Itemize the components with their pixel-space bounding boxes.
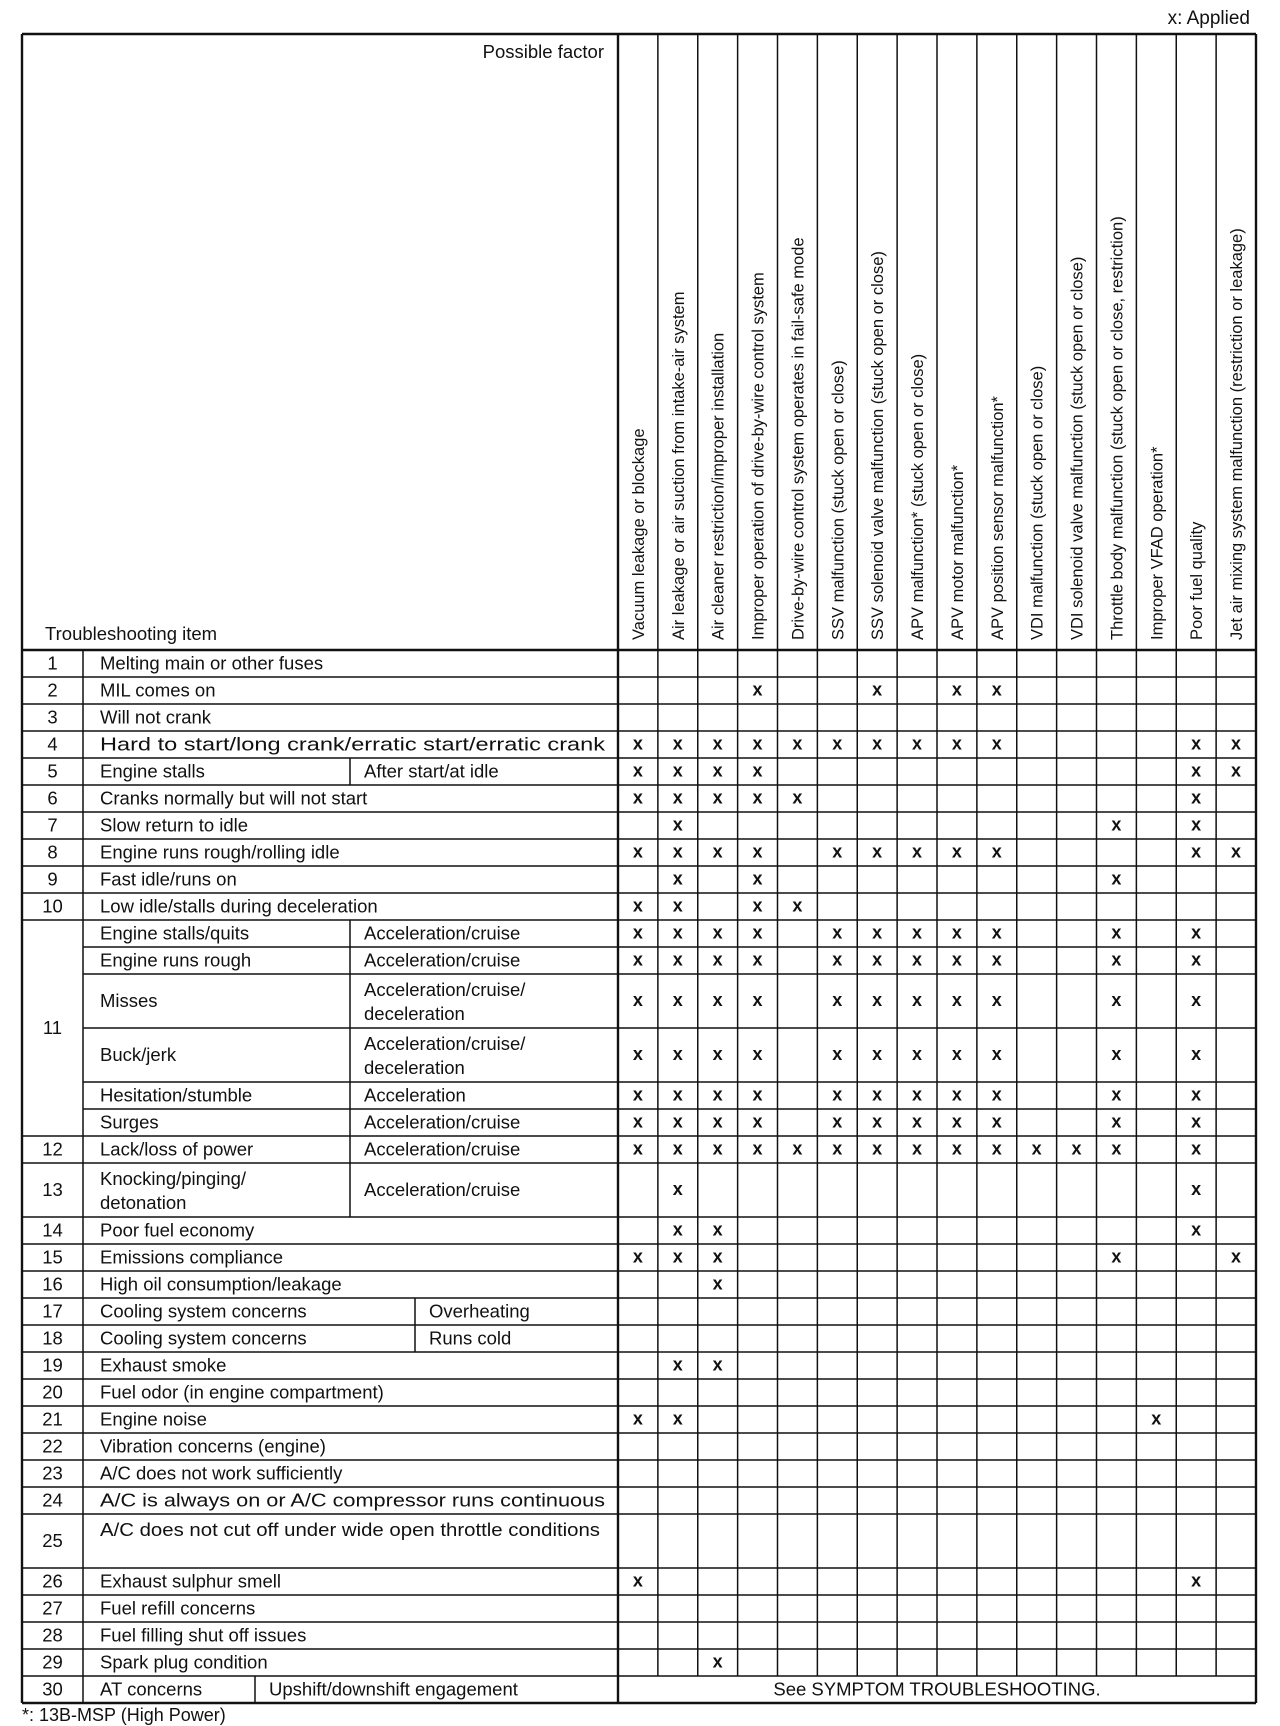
applied-mark: x	[752, 868, 763, 889]
applied-mark: x	[872, 949, 883, 970]
applied-mark: x	[752, 990, 763, 1010]
applied-mark: x	[792, 1138, 803, 1159]
applied-mark: x	[912, 841, 923, 862]
applied-mark: x	[872, 1138, 883, 1159]
row-item: Fuel odor (in engine compartment)	[100, 1381, 384, 1403]
applied-mark: x	[672, 1219, 683, 1240]
applied-mark: x	[832, 922, 843, 943]
applied-mark: x	[991, 1111, 1002, 1132]
applied-mark: x	[752, 1138, 763, 1159]
row-number: 18	[42, 1327, 63, 1349]
applied-mark: x	[632, 922, 643, 943]
applied-mark: x	[632, 1138, 643, 1159]
applied-mark: x	[1191, 841, 1202, 862]
applied-mark: x	[632, 949, 643, 970]
applied-mark: x	[1071, 1138, 1082, 1159]
applied-mark: x	[1231, 733, 1242, 754]
applied-mark: x	[752, 841, 763, 862]
applied-mark: x	[712, 1084, 723, 1105]
row-item: High oil consumption/leakage	[100, 1273, 342, 1295]
applied-mark: x	[632, 1570, 643, 1591]
row-item: A/C does not work sufficiently	[100, 1462, 343, 1484]
table-header	[45, 41, 1246, 644]
row-number: 25	[42, 1530, 63, 1551]
row-number: 7	[47, 814, 58, 836]
applied-mark: x	[752, 1044, 763, 1064]
row-item: Melting main or other fuses	[100, 652, 324, 674]
applied-mark: x	[951, 922, 962, 943]
row-condition: Acceleration/cruise	[364, 922, 521, 944]
factor-header: VDI solenoid valve malfunction (stuck open or close)	[1068, 256, 1087, 640]
applied-mark: x	[1111, 1138, 1122, 1159]
applied-mark: x	[1111, 1111, 1122, 1132]
applied-mark: x	[1191, 1111, 1202, 1132]
row-number: 8	[47, 841, 58, 863]
applied-legend: x: Applied	[1167, 8, 1250, 29]
row-number: 19	[42, 1354, 63, 1376]
row-item: Misses	[100, 990, 158, 1011]
applied-mark: x	[991, 733, 1002, 754]
factor-header: Improper operation of drive-by-wire control system	[749, 272, 768, 640]
applied-mark: x	[991, 990, 1002, 1010]
applied-mark: x	[872, 922, 883, 943]
troubleshooting-item-label: Troubleshooting item	[45, 623, 218, 644]
applied-mark: x	[912, 990, 923, 1010]
applied-mark: x	[752, 1111, 763, 1132]
applied-mark: x	[672, 733, 683, 754]
applied-mark: x	[712, 1246, 723, 1267]
applied-mark: x	[632, 1246, 643, 1267]
applied-mark: x	[991, 1044, 1002, 1064]
see-symptom-troubleshooting-note: See SYMPTOM TROUBLESHOOTING.	[773, 1678, 1101, 1700]
row-item: Fuel refill concerns	[100, 1597, 256, 1619]
applied-mark: x	[712, 1111, 723, 1132]
row-item: Spark plug condition	[100, 1651, 268, 1673]
applied-mark: x	[951, 1044, 962, 1064]
applied-mark: x	[672, 949, 683, 970]
row-item: Exhaust sulphur smell	[100, 1570, 281, 1592]
row-condition: Acceleration/cruise	[364, 1138, 521, 1160]
applied-mark: x	[672, 1044, 683, 1064]
applied-mark: x	[792, 895, 803, 916]
row-number: 9	[47, 868, 58, 890]
applied-mark: x	[752, 922, 763, 943]
applied-mark: x	[1191, 1084, 1202, 1105]
applied-mark: x	[1191, 1570, 1202, 1591]
applied-mark: x	[712, 949, 723, 970]
applied-mark: x	[832, 990, 843, 1010]
applied-mark: x	[632, 760, 643, 781]
applied-mark: x	[951, 949, 962, 970]
applied-mark: x	[712, 787, 723, 808]
applied-mark: x	[1191, 1179, 1202, 1199]
applied-mark: x	[712, 1138, 723, 1159]
factor-header: Drive-by-wire control system operates in fail-safe mode	[789, 237, 808, 640]
applied-mark: x	[1111, 990, 1122, 1010]
applied-mark: x	[1151, 1408, 1162, 1429]
factor-header: APV position sensor malfunction*	[988, 396, 1007, 640]
row-number: 11	[42, 1017, 63, 1038]
applied-mark: x	[672, 990, 683, 1010]
applied-mark: x	[1191, 922, 1202, 943]
row-item: Cooling system concerns	[100, 1327, 307, 1349]
row-number: 22	[42, 1435, 63, 1457]
applied-mark: x	[1111, 1084, 1122, 1105]
applied-mark: x	[672, 1179, 683, 1199]
applied-mark: x	[1191, 814, 1202, 835]
row-number: 6	[47, 787, 58, 809]
applied-mark: x	[951, 1084, 962, 1105]
row-item: Engine runs rough/rolling idle	[100, 841, 340, 863]
row-number: 29	[42, 1651, 63, 1673]
row-number: 26	[42, 1570, 63, 1592]
applied-mark: x	[912, 1138, 923, 1159]
row-number: 16	[42, 1273, 63, 1295]
applied-mark: x	[712, 733, 723, 754]
applied-mark: x	[951, 1111, 962, 1132]
applied-mark: x	[672, 814, 683, 835]
row-item: Knocking/pinging/ detonation	[100, 1168, 247, 1213]
factor-header: Throttle body malfunction (stuck open or close, restriction)	[1108, 216, 1127, 640]
applied-mark: x	[752, 895, 763, 916]
applied-mark: x	[1231, 760, 1242, 781]
applied-mark: x	[672, 922, 683, 943]
applied-mark: x	[832, 1111, 843, 1132]
row-number: 2	[47, 679, 58, 701]
applied-mark: x	[712, 1651, 723, 1672]
applied-mark: x	[912, 733, 923, 754]
row-condition: Acceleration/cruise	[364, 1179, 521, 1200]
applied-mark: x	[1191, 1219, 1202, 1240]
applied-mark: x	[752, 679, 763, 700]
factor-header: SSV solenoid valve malfunction (stuck open or close)	[869, 251, 888, 640]
applied-mark: x	[991, 949, 1002, 970]
applied-mark: x	[752, 760, 763, 781]
applied-mark: x	[672, 1138, 683, 1159]
applied-mark: x	[712, 990, 723, 1010]
row-item: Emissions compliance	[100, 1246, 284, 1268]
applied-mark: x	[991, 1084, 1002, 1105]
row-condition: Acceleration	[364, 1084, 466, 1106]
row-item: Cooling system concerns	[100, 1300, 307, 1322]
factor-header: Jet air mixing system malfunction (restriction or leakage)	[1228, 228, 1247, 640]
row-item: Fuel filling shut off issues	[100, 1624, 307, 1646]
row-item: A/C does not cut off under wide open throttle conditions	[100, 1519, 600, 1540]
row-number: 14	[42, 1219, 63, 1241]
row-number: 5	[47, 760, 58, 782]
row-item: Engine stalls	[100, 760, 205, 782]
applied-mark: x	[872, 679, 883, 700]
applied-mark: x	[1111, 1044, 1122, 1064]
row-number: 28	[42, 1624, 63, 1646]
row-number: 20	[42, 1381, 63, 1403]
applied-mark: x	[832, 1044, 843, 1064]
factor-header: SSV malfunction (stuck open or close)	[829, 360, 848, 640]
applied-mark: x	[991, 841, 1002, 862]
applied-mark: x	[1191, 1138, 1202, 1159]
applied-mark: x	[1191, 949, 1202, 970]
applied-mark: x	[632, 733, 643, 754]
applied-mark: x	[632, 1044, 643, 1064]
row-number: 3	[47, 706, 58, 728]
applied-mark: x	[632, 1111, 643, 1132]
applied-mark: x	[991, 1138, 1002, 1159]
applied-mark: x	[752, 1084, 763, 1105]
row-item: Will not crank	[100, 706, 212, 728]
applied-mark: x	[792, 733, 803, 754]
applied-mark: x	[1191, 1044, 1202, 1064]
applied-mark: x	[872, 990, 883, 1010]
footnote: *: 13B-MSP (High Power)	[22, 1705, 226, 1725]
row-item: Lack/loss of power	[100, 1138, 254, 1160]
applied-mark: x	[951, 990, 962, 1010]
applied-mark: x	[1231, 1246, 1242, 1267]
applied-mark: x	[712, 1354, 723, 1375]
row-number: 12	[42, 1138, 63, 1160]
applied-mark: x	[632, 990, 643, 1010]
row-number: 17	[42, 1300, 63, 1322]
row-item: Engine runs rough	[100, 949, 252, 971]
applied-mark: x	[672, 841, 683, 862]
row-item: Slow return to idle	[100, 814, 249, 836]
applied-mark: x	[752, 787, 763, 808]
row-number: 24	[42, 1489, 63, 1511]
row-number: 21	[42, 1408, 63, 1430]
applied-mark: x	[1111, 1246, 1122, 1267]
applied-mark: x	[1191, 787, 1202, 808]
applied-mark: x	[712, 922, 723, 943]
applied-mark: x	[672, 868, 683, 889]
applied-mark: x	[1191, 733, 1202, 754]
row-item: Vibration concerns (engine)	[100, 1435, 326, 1457]
applied-mark: x	[632, 787, 643, 808]
row-condition: Acceleration/cruise	[364, 949, 521, 971]
applied-mark: x	[632, 1084, 643, 1105]
row-item: Hard to start/long crank/erratic start/erratic crank	[100, 733, 606, 755]
applied-mark: x	[912, 949, 923, 970]
applied-mark: x	[712, 1219, 723, 1240]
applied-mark: x	[832, 1084, 843, 1105]
row-number: 13	[42, 1179, 63, 1200]
factor-header: APV malfunction* (stuck open or close)	[909, 353, 928, 640]
row-number: 30	[42, 1678, 63, 1700]
applied-mark: x	[672, 1111, 683, 1132]
row-item: Fast idle/runs on	[100, 868, 237, 890]
row-item: AT concerns	[100, 1678, 203, 1700]
applied-mark: x	[832, 949, 843, 970]
applied-mark: x	[632, 1408, 643, 1429]
row-item: Exhaust smoke	[100, 1354, 227, 1376]
applied-mark: x	[832, 733, 843, 754]
applied-mark: x	[991, 679, 1002, 700]
applied-mark: x	[872, 1111, 883, 1132]
applied-mark: x	[672, 1354, 683, 1375]
row-number: 10	[42, 895, 63, 917]
applied-mark: x	[1191, 990, 1202, 1010]
row-item: Surges	[100, 1111, 159, 1133]
row-item: Poor fuel economy	[100, 1219, 255, 1241]
factor-header: Improper VFAD operation*	[1148, 446, 1167, 640]
factor-header: Air cleaner restriction/improper installation	[709, 332, 728, 640]
possible-factor-label: Possible factor	[482, 41, 604, 62]
applied-mark: x	[872, 841, 883, 862]
applied-mark: x	[712, 841, 723, 862]
row-number: 27	[42, 1597, 63, 1619]
applied-mark: x	[672, 1084, 683, 1105]
row-condition: Overheating	[429, 1300, 530, 1322]
applied-mark: x	[912, 922, 923, 943]
applied-mark: x	[872, 1084, 883, 1105]
applied-mark: x	[872, 733, 883, 754]
row-item: MIL comes on	[100, 679, 216, 701]
applied-mark: x	[1231, 841, 1242, 862]
factor-header: VDI malfunction (stuck open or close)	[1028, 365, 1047, 640]
applied-mark: x	[832, 1138, 843, 1159]
applied-mark: x	[712, 1273, 723, 1294]
applied-mark: x	[1111, 922, 1122, 943]
row-condition: Acceleration/cruise/ deceleration	[364, 1033, 526, 1078]
factor-header: Poor fuel quality	[1188, 521, 1207, 640]
row-condition: Runs cold	[429, 1327, 512, 1349]
applied-mark: x	[951, 841, 962, 862]
row-condition: Upshift/downshift engagement	[269, 1678, 518, 1700]
applied-mark: x	[672, 760, 683, 781]
applied-mark: x	[1111, 868, 1122, 889]
factor-header: Air leakage or air suction from intake-air system	[669, 291, 688, 640]
applied-mark: x	[1111, 814, 1122, 835]
applied-mark: x	[752, 733, 763, 754]
row-number: 4	[47, 733, 58, 755]
applied-mark: x	[951, 679, 962, 700]
applied-mark: x	[912, 1044, 923, 1064]
row-condition: After start/at idle	[364, 760, 499, 782]
row-item: A/C is always on or A/C compressor runs continuous	[100, 1489, 605, 1511]
row-item: Cranks normally but will not start	[100, 787, 368, 809]
row-item: Engine noise	[100, 1408, 207, 1430]
applied-mark: x	[951, 733, 962, 754]
applied-mark: x	[672, 895, 683, 916]
applied-mark: x	[1111, 949, 1122, 970]
applied-mark: x	[672, 1408, 683, 1429]
row-item: Buck/jerk	[100, 1044, 177, 1065]
row-condition: Acceleration/cruise	[364, 1111, 521, 1133]
row-number: 15	[42, 1246, 63, 1268]
applied-mark: x	[712, 760, 723, 781]
applied-mark: x	[1031, 1138, 1042, 1159]
applied-mark: x	[912, 1084, 923, 1105]
factor-header: APV motor malfunction*	[948, 464, 967, 640]
applied-mark: x	[672, 787, 683, 808]
applied-mark: x	[752, 949, 763, 970]
applied-mark: x	[672, 1246, 683, 1267]
factor-header: Vacuum leakage or blockage	[629, 428, 648, 640]
row-item: Low idle/stalls during deceleration	[100, 895, 378, 917]
applied-mark: x	[912, 1111, 923, 1132]
applied-mark: x	[792, 787, 803, 808]
row-condition: Acceleration/cruise/ deceleration	[364, 979, 526, 1024]
applied-mark: x	[632, 895, 643, 916]
row-number: 23	[42, 1462, 63, 1484]
applied-mark: x	[991, 922, 1002, 943]
row-item: Engine stalls/quits	[100, 922, 250, 944]
applied-mark: x	[832, 841, 843, 862]
applied-mark: x	[1191, 760, 1202, 781]
applied-mark: x	[951, 1138, 962, 1159]
applied-mark: x	[632, 841, 643, 862]
table-body	[42, 653, 1241, 1700]
applied-mark: x	[872, 1044, 883, 1064]
applied-mark: x	[712, 1044, 723, 1064]
row-item: Hesitation/stumble	[100, 1084, 253, 1106]
row-number: 1	[47, 652, 58, 674]
